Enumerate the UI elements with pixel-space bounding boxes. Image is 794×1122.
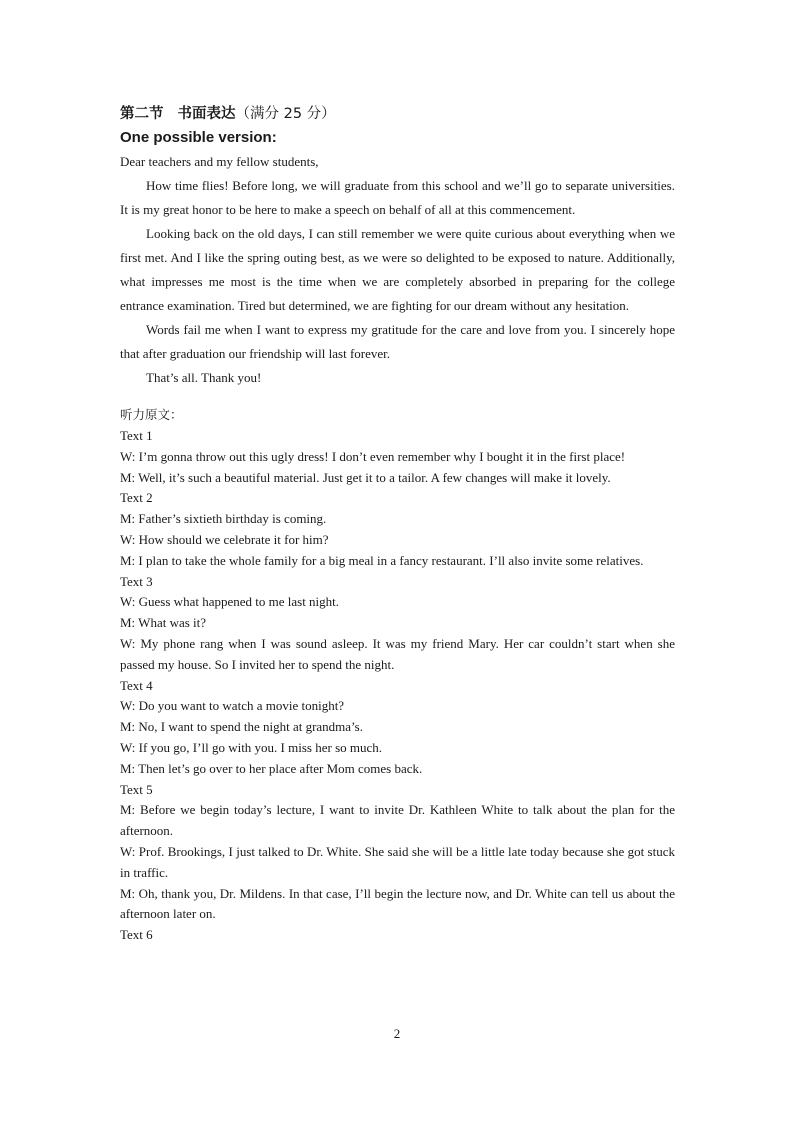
letter-paragraph-1: How time flies! Before long, we will graduate from this school and we’ll go to separate universities. It is my great honor to be here to make a speech on behalf of all at this commencement. bbox=[120, 178, 675, 217]
document-body bbox=[120, 100, 675, 946]
transcript-line: Text 1 bbox=[120, 428, 153, 443]
letter-closing: That’s all. Thank you! bbox=[146, 370, 262, 385]
transcript-line: Text 6 bbox=[120, 927, 153, 943]
transcript-line: W: Guess what happened to me last night. bbox=[120, 594, 340, 610]
transcript-line: W: My phone rang when I was sound asleep. It was my friend Mary. Her car couldn’t start when she passed my house. So I invited her to spend the night. bbox=[120, 635, 675, 672]
transcript-line: Text 2 bbox=[120, 490, 153, 506]
letter-greeting: Dear teachers and my fellow students, bbox=[120, 154, 319, 169]
transcript-line: W: Prof. Brookings, I just talked to Dr. White. She said she will be a little late today because she got stuck in traffic. bbox=[120, 843, 675, 880]
transcript-line: W: I’m gonna throw out this ugly dress! I don’t even remember why I bought it in the first place! bbox=[120, 448, 626, 464]
transcript-heading: 听力原文： bbox=[120, 407, 183, 422]
transcript-line: M: No, I want to spend the night at grandma’s. bbox=[120, 719, 363, 735]
letter-paragraph-3: Words fail me when I want to express my gratitude for the care and love from you. I sincerely hope that after graduation our friendship will last forever. bbox=[120, 322, 675, 361]
transcript-line: W: If you go, I’ll go with you. I miss her so much. bbox=[120, 739, 383, 755]
page-number: 2 bbox=[393, 1026, 401, 1041]
transcript-line: M: I plan to take the whole family for a big meal in a fancy restaurant. I’ll also invite some relatives. bbox=[120, 552, 644, 568]
transcript-list bbox=[120, 426, 675, 946]
transcript-line: Text 5 bbox=[120, 781, 153, 797]
transcript-line: M: Well, it’s such a beautiful material. Just get it to a tailor. A few changes will make it lovely. bbox=[120, 469, 611, 485]
transcript-line: W: How should we celebrate it for him? bbox=[120, 531, 329, 547]
transcript-line: M: Then let’s go over to her place after Mom comes back. bbox=[120, 760, 423, 776]
transcript-line: M: What was it? bbox=[120, 615, 207, 631]
transcript-line: Text 4 bbox=[120, 677, 153, 693]
section-heading bbox=[120, 102, 675, 126]
letter-paragraph-2: Looking back on the old days, I can still remember we were quite curious about everything when we first met. And I like the spring outing best, as we were so delighted to be exposed to nature. Additionally, what impresses me most is the time when we are completely absorbed in preparing for the college entrance examination. Tired but determined, we are fighting for our dream without any hesitation. bbox=[120, 226, 675, 313]
section-number: 第二节 bbox=[120, 106, 164, 122]
transcript-line: M: Oh, thank you, Dr. Mildens. In that case, I’ll begin the lecture now, and Dr. White can tell us about the afternoon later on. bbox=[120, 885, 675, 922]
version-title: One possible version: bbox=[120, 129, 277, 146]
section-subtitle: 书面表达 bbox=[177, 106, 236, 122]
transcript-line: Text 3 bbox=[120, 573, 153, 589]
section-score: （满分 25 分） bbox=[235, 106, 336, 122]
transcript-line: M: Before we begin today’s lecture, I want to invite Dr. Kathleen White to talk about the plan for the afternoon. bbox=[120, 802, 675, 839]
transcript-line: W: Do you want to watch a movie tonight? bbox=[120, 698, 345, 714]
transcript-line: M: Father’s sixtieth birthday is coming. bbox=[120, 511, 327, 527]
